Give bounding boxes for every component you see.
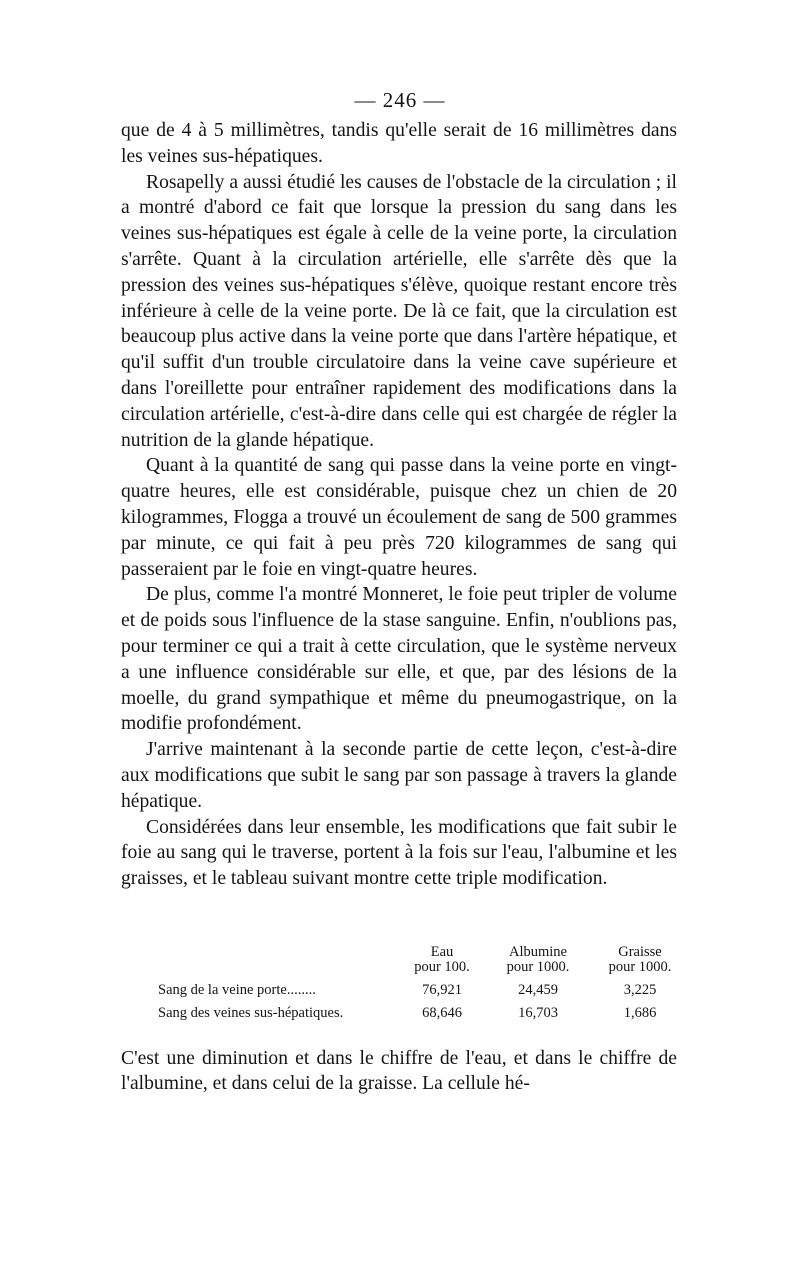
paragraph-seconde-partie: J'arrive maintenant à la seconde partie de cette leçon, c'est-à-dire aux modifications que subit le sang par son passage à travers la glande hépatique. (121, 739, 677, 812)
header-eau: Eau pour 100. (414, 944, 470, 975)
cell-graisse: 1,686 (623, 1005, 657, 1021)
row-label: Sang de la veine porte........ (158, 982, 316, 998)
closing-paragraph: C'est une diminution et dans le chiffre de l'eau, et dans le chiffre de l'albumine, et dans celui de la graisse. La cellule hé- (121, 1047, 677, 1095)
body-text (121, 118, 677, 892)
table-row (158, 1002, 678, 1025)
table-header (158, 945, 678, 979)
header-albumine: Albumine pour 1000. (506, 944, 570, 975)
cell-graisse: 3,225 (623, 982, 657, 998)
paragraph-quantite-sang: Quant à la quantité de sang qui passe dans la veine porte en vingt-quatre heures, elle est considérable, puisque chez un chien de 20 kilogrammes, Flogga a trouvé un écoulement de sang de 500 grammes par minute, ce qui fait à peu près 720 kilogrammes de sang qui passeraient par le foie en vingt-quatre heures. (121, 455, 677, 580)
page-number: — 246 — (354, 88, 446, 112)
cell-eau: 68,646 (422, 1005, 462, 1021)
table-row (158, 979, 678, 1002)
cell-eau: 76,921 (422, 982, 462, 998)
paragraph-continuation: que de 4 à 5 millimètres, tandis qu'elle serait de 16 millimètres dans les veines sus-hépatiques. (121, 120, 677, 167)
paragraph-modifications: Considérées dans leur ensemble, les modifications que fait subir le foie au sang qui le traverse, portent à la fois sur l'eau, l'albumine et les graisses, et le tableau suivant montre cette triple modification. (121, 816, 677, 890)
cell-albumine: 16,703 (518, 1005, 558, 1021)
paragraph-monneret: De plus, comme l'a montré Monneret, le foie peut tripler de volume et de poids sous l'influence de la stase sanguine. Enfin, n'oublions pas, pour terminer ce qui a trait à cette circulation, que le système nerveux a une influence considérable sur elle, et que, par des lésions de la moelle, du grand sympathique et même du pneumogastrique, on la modifie profondément. (121, 584, 677, 735)
blood-composition-table (158, 945, 678, 1025)
paragraph-rosapelly: Rosapelly a aussi étudié les causes de l'obstacle de la circulation ; il a montré d'abord ce fait que lorsque la pression du sang dans les veines sus-hépatiques est égale à celle de la veine porte, la circulation s'arrête. Quant à la circulation artérielle, elle s'arrête dès que la pression des veines sus-hépatiques s'élève, quoique restant encore très inférieure à celle de la veine porte. De là ce fait, que la circulation est beaucoup plus active dans la veine porte que dans l'artère hépatique, et qu'il suffit d'un trouble circulatoire dans la veine cave supérieure et dans l'oreillette pour entraîner rapidement des modifications dans la circulation artérielle, c'est-à-dire dans celle qui est chargée de régler la nutrition de la glande hépatique. (121, 171, 677, 451)
header-graisse: Graisse pour 1000. (608, 944, 672, 975)
cell-albumine: 24,459 (518, 982, 558, 998)
row-label: Sang des veines sus-hépatiques. (158, 1005, 344, 1021)
